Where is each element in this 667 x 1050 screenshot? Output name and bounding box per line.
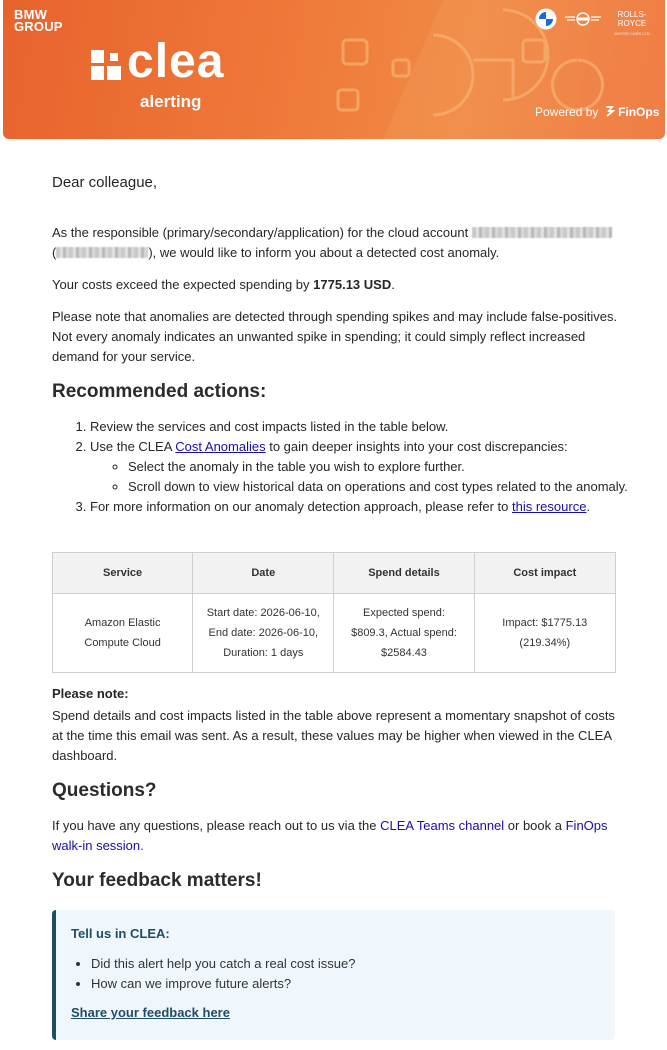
- feedback-question-1: • Did this alert help you catch a real cost issue?: [91, 954, 355, 974]
- rolls-royce-logo: ROLLS-ROYCE MOTOR CARS LTD: [614, 10, 650, 36]
- action-subitem-1: ◦ Select the anomaly in the table you wish to explore further.: [128, 457, 650, 477]
- cell-cost-impact: Impact: $1775.13 (219.34%): [474, 594, 615, 673]
- table-header-row: [53, 553, 616, 594]
- bmw-group-logo: BMW GROUP: [14, 7, 63, 34]
- actions-list: [52, 417, 650, 517]
- product-name: clea: [127, 35, 225, 88]
- anomaly-table: [52, 552, 616, 673]
- finops-icon: [605, 106, 615, 117]
- action-item-2: 2. Use the CLEA Cost Anomalies to gain deeper insights into your cost discrepancies: ◦ Select the anomaly in the table you wish to explore further. ◦ Scroll down to view historical data on operations and cost types related to the anomaly.: [90, 437, 650, 497]
- table-row: [53, 594, 616, 673]
- cell-date: Start date: 2026-06-10, End date: 2026-06-10, Duration: 1 days: [193, 594, 334, 673]
- resource-link[interactable]: this resource: [512, 499, 587, 514]
- please-note-text: Spend details and cost impacts listed in the table above represent a momentary snapshot of costs at the time this email was sent. As a result, these values may be higher when viewed in the CLEA dashboard.: [52, 708, 615, 763]
- mini-logo-icon: [565, 12, 601, 26]
- questions-paragraph: If you have any questions, please reach out to us via the CLEA Teams channel or book a FinOps walk-in session.: [52, 818, 608, 853]
- recommended-actions-heading: Recommended actions:: [52, 381, 267, 402]
- header-cost-impact: Cost impact: [474, 553, 615, 594]
- cell-service: Amazon Elastic Compute Cloud: [53, 594, 193, 673]
- greeting: Dear colleague,: [52, 174, 158, 191]
- finops-walkin-link[interactable]: FinOps walk-in session: [52, 818, 608, 853]
- feedback-box: [52, 910, 615, 1040]
- clea-teams-channel-link[interactable]: CLEA Teams channel: [380, 818, 505, 833]
- cost-anomalies-link[interactable]: Cost Anomalies: [175, 439, 266, 454]
- bmw-roundel-icon: [535, 8, 557, 30]
- cell-spend-details: Expected spend: $809.3, Actual spend: $2584.43: [334, 594, 474, 673]
- questions-heading: Questions?: [52, 780, 157, 801]
- action-subitem-2: ◦ Scroll down to view historical data on operations and cost types related to the anomaly.: [128, 477, 650, 497]
- cost-amount: 1775.13 USD: [313, 277, 392, 292]
- product-subtitle: alerting: [140, 92, 202, 111]
- header-service: Service: [53, 553, 193, 594]
- intro-paragraph: As the responsible (primary/secondary/application) for the cloud account ( ), we would like to inform you about a detected cost anomaly.: [52, 223, 618, 263]
- disclaimer-paragraph: Please note that anomalies are detected through spending spikes and may include false-positives. Not every anomaly indicates an unwanted spike in spending; it could simply reflect increased demand for your service.: [52, 309, 618, 364]
- feedback-heading: Your feedback matters!: [52, 870, 262, 891]
- action-item-3: 3. For more information on our anomaly detection approach, please refer to this resource.: [90, 497, 650, 517]
- cost-exceed-paragraph: Your costs exceed the expected spending by 1775.13 USD.: [52, 277, 395, 292]
- feedback-questions-list: [71, 954, 355, 994]
- header-date: Date: [193, 553, 334, 594]
- share-feedback-link[interactable]: Share your feedback here: [71, 1005, 230, 1020]
- redacted-account-name: [56, 247, 148, 258]
- feedback-box-title: Tell us in CLEA:: [71, 926, 170, 941]
- action-item-1: 1. Review the services and cost impacts listed in the table below.: [90, 417, 650, 437]
- header-spend-details: Spend details: [334, 553, 474, 594]
- powered-by-finops: Powered by FinOps: [535, 105, 660, 119]
- header-banner: [3, 0, 665, 139]
- feedback-question-2: • How can we improve future alerts?: [91, 974, 355, 994]
- clea-logo-icon: [91, 50, 121, 80]
- redacted-account-id: [472, 227, 612, 238]
- please-note-title: Please note:: [52, 686, 129, 701]
